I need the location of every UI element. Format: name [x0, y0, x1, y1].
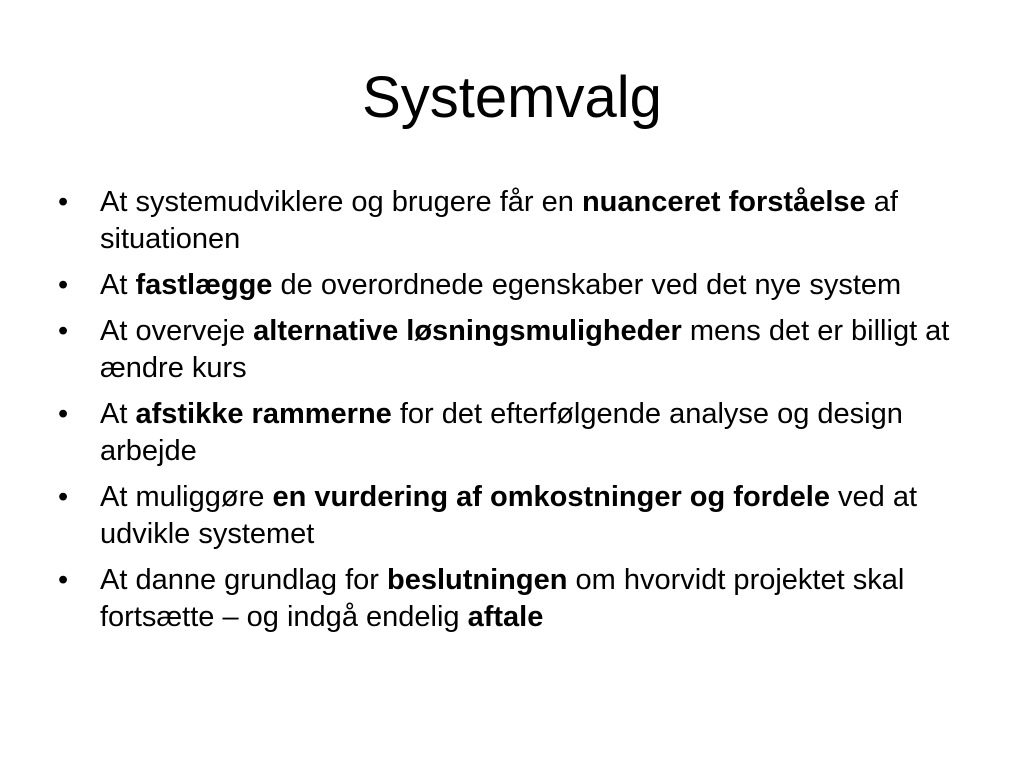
bullet-emphasis: nuanceret forståelse	[581, 186, 866, 218]
bullet-text	[100, 315, 949, 384]
slide-title: Systemvalg	[362, 65, 662, 130]
bullet-segment: de overordnede egenskaber ved det nye system	[272, 269, 902, 301]
bullet-emphasis: beslutningen	[386, 564, 568, 596]
bullet-text	[100, 564, 904, 633]
bullet-icon: •	[58, 315, 69, 347]
bullet-segment: At	[100, 398, 136, 430]
bullet-icon: •	[58, 186, 69, 218]
bullet-segment: At	[100, 269, 136, 301]
bullet-item	[58, 313, 958, 387]
bullet-segment: At muliggøre	[100, 481, 273, 513]
bullet-text	[100, 186, 898, 255]
bullet-emphasis: fastlægge	[135, 269, 273, 301]
bullet-item	[58, 396, 958, 470]
bullet-segment: ved at udvikle systemet	[100, 481, 918, 550]
bullet-segment: for det efterfølgende analyse og design arbejde	[100, 398, 903, 467]
bullet-icon: •	[58, 481, 69, 513]
bullet-emphasis: afstikke rammerne	[135, 398, 392, 430]
bullet-icon: •	[58, 269, 69, 301]
bullet-segment: mens det er billigt at ændre kurs	[100, 315, 950, 384]
bullet-item	[58, 267, 958, 304]
bullet-item	[58, 184, 958, 258]
bullet-emphasis: en vurdering af omkostninger og fordele	[272, 481, 830, 513]
bullet-segment: At systemudviklere og brugere får en	[100, 186, 582, 218]
bullet-segment: At overveje	[100, 315, 254, 347]
bullet-text	[100, 481, 917, 550]
bullet-segment: af situationen	[100, 186, 898, 255]
bullet-icon: •	[58, 564, 69, 596]
bullet-segment: om hvorvidt projektet skal fortsætte – og indgå endelig	[100, 564, 905, 633]
bullet-icon: •	[58, 398, 69, 430]
bullet-item	[58, 562, 958, 636]
bullet-list	[58, 184, 958, 645]
bullet-emphasis: alternative løsningsmuligheder	[253, 315, 682, 347]
bullet-emphasis: aftale	[467, 601, 544, 633]
bullet-segment: At danne grundlag for	[100, 564, 387, 596]
bullet-text	[100, 269, 901, 301]
bullet-text	[100, 398, 903, 467]
bullet-item	[58, 479, 958, 553]
